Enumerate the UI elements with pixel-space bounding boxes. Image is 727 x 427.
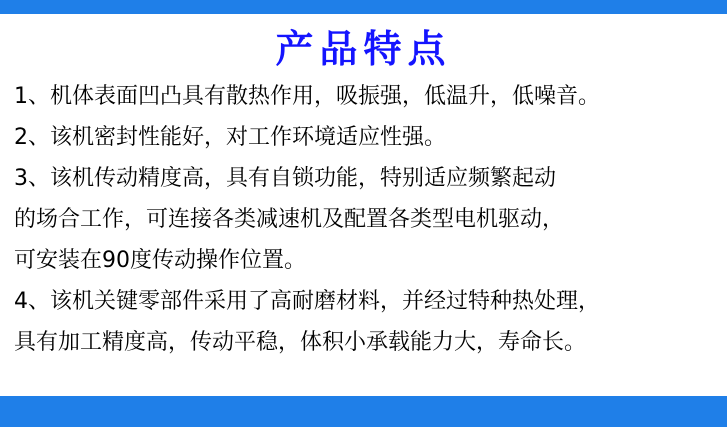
feature-line: 2、该机密封性能好，对工作环境适应性强。: [14, 124, 446, 150]
page-title: 产品特点: [275, 26, 452, 71]
feature-line: 具有加工精度高，传动平稳，体积小承载能力大，寿命长。: [14, 329, 587, 355]
feature-list: [14, 76, 713, 363]
feature-line: 1、机体表面凹凸具有散热作用，吸振强，低温升，低噪音。: [14, 83, 600, 109]
bottom-color-band: [0, 399, 727, 427]
feature-line: 4、该机关键零部件采用了高耐磨材料，并经过特种热处理，: [14, 288, 600, 314]
top-color-band: [0, 0, 727, 14]
poster-content: [0, 14, 727, 396]
feature-line: 3、该机传动精度高，具有自锁功能，特别适应频繁起动: [14, 165, 556, 191]
feature-line: 的场合工作，可连接各类减速机及配置各类型电机驱动，: [14, 206, 565, 232]
feature-line: 可安装在90度传动操作位置。: [14, 247, 306, 273]
